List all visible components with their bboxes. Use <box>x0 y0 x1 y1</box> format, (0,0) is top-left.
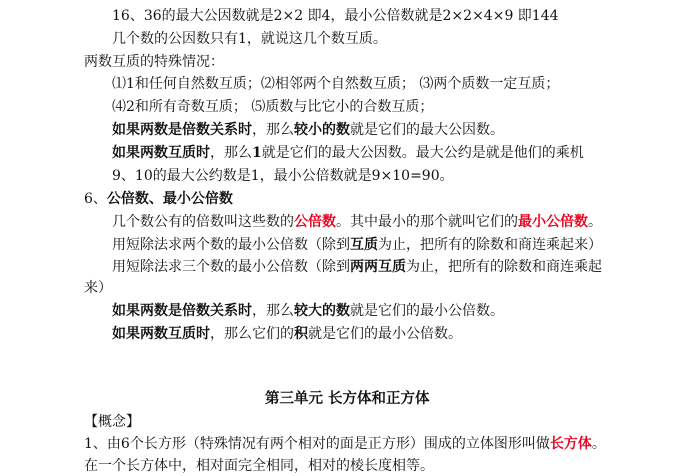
text-run: 用短除法求两个数的最小公倍数（除到 <box>112 237 350 253</box>
lcm-coprime-rule <box>112 324 462 344</box>
text-run: 如果两数互质时 <box>112 145 210 161</box>
text-run: 两两互质 <box>350 259 406 275</box>
text-run: 用短除法求三个数的最小公倍数（除到 <box>112 259 350 275</box>
gcf-coprime-example <box>112 166 454 186</box>
text-run: 来） <box>84 280 112 296</box>
section-6-heading <box>84 189 233 209</box>
text-run: 几个数公有的倍数叫这些数的 <box>112 214 294 230</box>
text-run: 就是它们的最大公因数。最大公约是就是他们的乘机 <box>261 145 584 161</box>
text-run: 在一个长方体中，相对面完全相同，相对的棱长度相等。 <box>84 458 434 474</box>
lcm-three-numbers-method <box>112 257 602 277</box>
text-run: 第三单元 长方体和正方体 <box>265 390 430 407</box>
text-run: ，那么 <box>210 145 252 161</box>
text-run: 【概念】 <box>84 414 140 430</box>
text-run: ⑴1和任何自然数互质；⑵相邻两个自然数互质； ⑶两个质数一定互质； <box>112 76 560 92</box>
text-run: 16、36的最大公因数就是2×2 即4，最小公倍数就是2×2×4×9 即144 <box>112 8 559 24</box>
gcf-coprime-rule <box>112 143 584 163</box>
text-run: 。 <box>588 214 602 230</box>
text-run: 较大的数 <box>294 303 350 319</box>
text-run: 1 <box>252 145 262 161</box>
text-run: 公倍数、最小公倍数 <box>106 191 233 207</box>
concept-label <box>84 412 140 432</box>
text-run: 就是它们的最小公倍数。 <box>308 326 462 342</box>
coprime-special-heading <box>84 52 224 72</box>
text-run: 。其中最小的那个就叫它们的 <box>336 214 518 230</box>
text-run: 积 <box>294 326 308 342</box>
text-run: ，那么 <box>252 303 294 319</box>
text-run: 几个数的公因数只有1，就说这几个数互质。 <box>112 31 387 47</box>
text-run: 9、10的最大公约数是1，最小公倍数就是9×10=90。 <box>112 168 454 184</box>
unit-3-title <box>265 389 430 409</box>
coprime-definition-line <box>112 29 387 49</box>
coprime-rules-line-1 <box>112 74 559 94</box>
coprime-rules-line-2 <box>112 97 433 117</box>
text-run: 公倍数 <box>294 214 336 230</box>
lcm-three-numbers-method-cont <box>84 278 112 298</box>
text-run: ⑷2和所有奇数互质； ⑸质数与比它小的合数互质； <box>112 99 434 115</box>
lcm-two-numbers-method <box>112 235 602 255</box>
text-run: 6、 <box>84 191 107 207</box>
text-run: 。 <box>591 436 606 452</box>
text-run: 就是它们的最小公倍数。 <box>350 303 504 319</box>
text-run: 为止，把所有的除数和商连乘起来） <box>378 237 602 253</box>
text-run: 互质 <box>350 237 378 253</box>
text-run: 为止，把所有的除数和商连乘起 <box>406 259 602 275</box>
lcm-multiple-rule <box>112 301 504 321</box>
text-run: 1、由6个长方形（特殊情况有两个相对的面是正方形）围成的立体图形叫做 <box>84 436 550 452</box>
text-run: 最小公倍数 <box>518 214 588 230</box>
lcm-example-line <box>112 6 559 26</box>
lcm-definition-line <box>112 212 602 232</box>
gcf-multiple-rule <box>112 120 504 140</box>
text-run: 如果两数互质时 <box>112 326 210 342</box>
text-run: 如果两数是倍数关系时 <box>112 303 252 319</box>
text-run: 长方体 <box>549 436 592 452</box>
cuboid-definition-line <box>84 434 606 454</box>
text-run: 两数互质的特殊情况： <box>84 54 224 70</box>
text-run: 如果两数是倍数关系时 <box>112 122 252 138</box>
text-run: 较小的数 <box>294 122 350 138</box>
cuboid-property-line <box>84 456 434 476</box>
text-run: ，那么它们的 <box>210 326 294 342</box>
text-run: ，那么 <box>252 122 294 138</box>
text-run: 就是它们的最大公因数。 <box>350 122 504 138</box>
